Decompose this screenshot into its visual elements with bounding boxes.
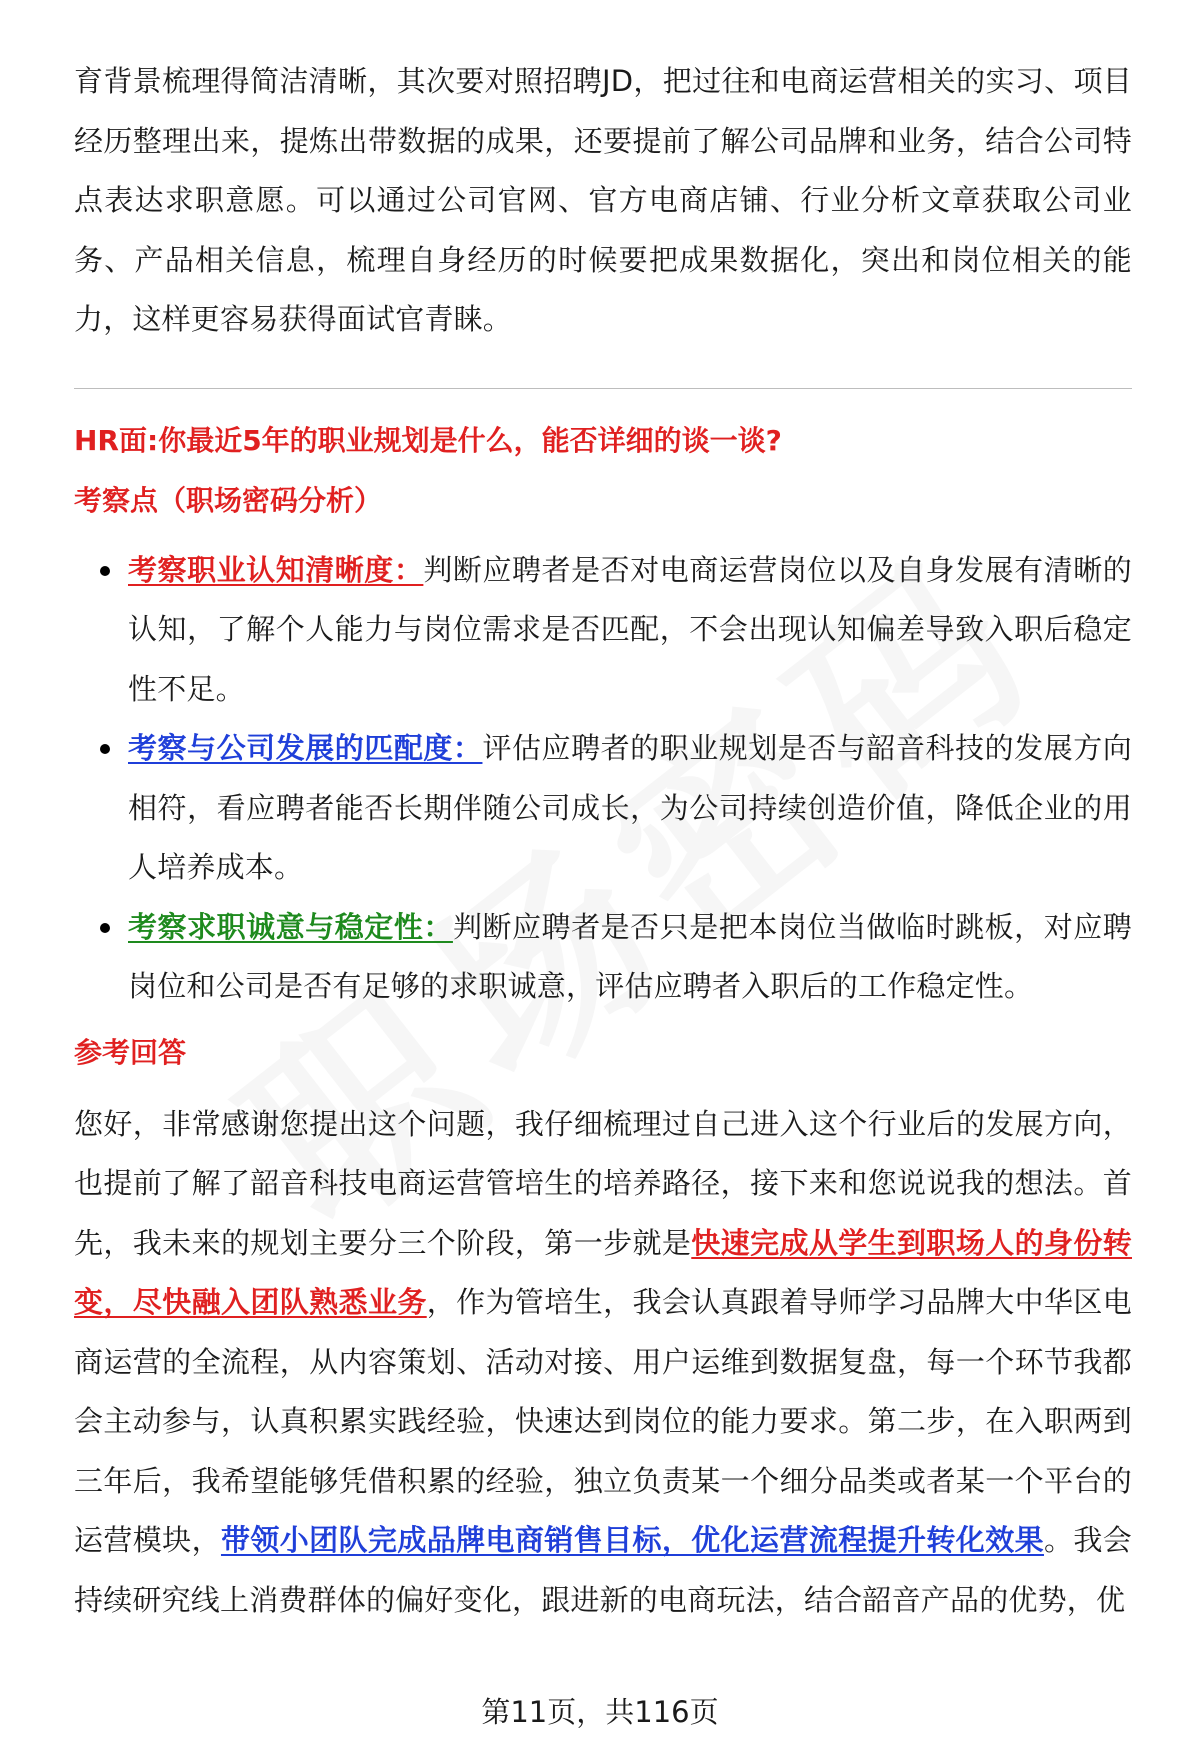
answer-text: 您好，非常感谢您提出这个问题，我仔细梳理过自己进入这个行业后的发展方向，也提前了解了韶音科技电商运营管培生的培养路径，接下来和您说说我的想法。首先，我未来的规划主要分三个阶段，第一步就是: [74, 1106, 1132, 1260]
analysis-point-label: 考察与公司发展的匹配度：: [128, 731, 483, 765]
analysis-point-text: 判断应聘者是否对电商运营岗位以及自身发展有清晰的认知，了解个人能力与岗位需求是否匹配，不会出现认知偏差导致入职后稳定性不足。: [128, 552, 1132, 706]
analysis-point-label: 考察求职诚意与稳定性：: [128, 909, 453, 944]
answer-highlight-red: 快速完成从学生到职场人的身份转变，尽快融入团队熟悉业务: [74, 1225, 1132, 1319]
analysis-point: [128, 898, 1132, 1017]
section-divider: [74, 388, 1132, 389]
analysis-points-list: [74, 541, 1132, 1017]
page-content: [74, 52, 1132, 1630]
analysis-point: [128, 541, 1132, 720]
analysis-point-text: 判断应聘者是否只是把本岗位当做临时跳板，对应聘岗位和公司是否有足够的求职诚意，评估应聘者入职后的工作稳定性。: [128, 909, 1132, 1003]
analysis-point: [128, 719, 1132, 898]
analysis-point-label: 考察职业认知清晰度：: [128, 552, 424, 587]
answer-text: ，作为管培生，我会认真跟着导师学习品牌大中华区电商运营的全流程，从内容策划、活动对接、用户运维到数据复盘，每一个环节我都会主动参与，认真积累实践经验，快速达到岗位的能力要求。第二步，在入职两到三年后，我希望能够凭借积累的经验，独立负责某一个细分品类或者某一个平台的运营模块，: [74, 1285, 1132, 1557]
answer-text: 。我会持续研究线上消费群体的偏好变化，跟进新的电商玩法，结合韶音产品的优势，优: [74, 1523, 1132, 1617]
bullet-icon: [100, 566, 110, 576]
answer-heading: 参考回答: [74, 1035, 187, 1069]
analysis-point-text: 评估应聘者的职业规划是否与韶音科技的发展方向相符，看应聘者能否长期伴随公司成长，为公司持续创造价值，降低企业的用人培养成本。: [128, 731, 1132, 884]
intro-paragraph: 育背景梳理得简洁清晰，其次要对照招聘JD，把过往和电商运营相关的实习、项目经历整理出来，提炼出带数据的成果，还要提前了解公司品牌和业务，结合公司特点表达求职意愿。可以通过公司官网、官方电商店铺、行业分析文章获取公司业务、产品相关信息，梳理自身经历的时候要把成果数据化，突出和岗位相关的能力，这样更容易获得面试官青睐。: [74, 64, 1132, 336]
answer-paragraph: [74, 1095, 1132, 1631]
analysis-heading: 考察点（职场密码分析）: [74, 483, 383, 517]
page-footer: 第11页，共116页: [481, 1695, 719, 1729]
answer-highlight-blue: 带领小团队完成品牌电商销售目标，优化运营流程提升转化效果: [220, 1523, 1044, 1557]
bullet-icon: [100, 923, 110, 933]
question-heading: HR面:你最近5年的职业规划是什么，能否详细的谈一谈?: [74, 423, 782, 457]
bullet-icon: [100, 744, 110, 754]
